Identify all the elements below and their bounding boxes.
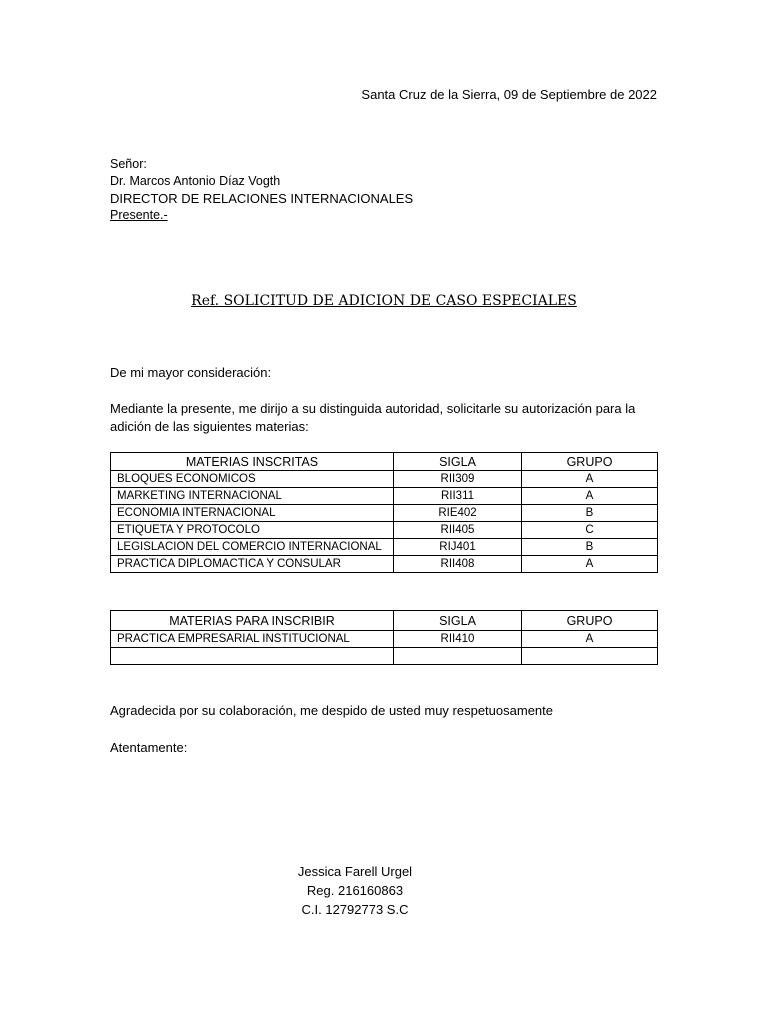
cell-grupo: B <box>522 505 658 522</box>
cell-sigla: RII410 <box>394 631 522 648</box>
signature-name: Jessica Farell Urgel <box>297 864 413 879</box>
recipient-title: DIRECTOR DE RELACIONES INTERNACIONALES <box>110 191 414 206</box>
cell-materia: PRACTICA DIPLOMACTICA Y CONSULAR <box>111 556 394 573</box>
cell-sigla: RII311 <box>394 488 522 505</box>
cell-materia: MARKETING INTERNACIONAL <box>111 488 394 505</box>
cell-grupo: A <box>522 488 658 505</box>
cell-grupo <box>522 648 658 665</box>
cell-sigla: RIE402 <box>394 505 522 522</box>
table-row <box>111 648 658 665</box>
date-line: Santa Cruz de la Sierra, 09 de Septiembre de 2022 <box>361 87 657 102</box>
cell-grupo: A <box>522 556 658 573</box>
cell-sigla <box>394 648 522 665</box>
cell-materia: BLOQUES ECONOMICOS <box>111 471 394 488</box>
cell-sigla: RII309 <box>394 471 522 488</box>
reference-text: Ref. SOLICITUD DE ADICION DE CASO ESPECIALES <box>191 293 577 309</box>
body-paragraph: Mediante la presente, me dirijo a su distinguida autoridad, solicitarle su autorización para la adición de las siguientes materias: <box>110 401 636 434</box>
header-materias: MATERIAS INSCRITAS <box>111 453 394 471</box>
table-materias-inscritas <box>110 452 658 573</box>
recipient-block <box>110 156 413 224</box>
signature-reg: Reg. 216160863 <box>306 883 404 898</box>
greeting: De mi mayor consideración: <box>110 365 272 380</box>
cell-materia: PRACTICA EMPRESARIAL INSTITUCIONAL <box>111 631 394 648</box>
cell-materia <box>111 648 394 665</box>
table-row <box>111 631 658 648</box>
sign-off: Atentamente: <box>110 740 188 755</box>
header-grupo: GRUPO <box>522 453 658 471</box>
cell-grupo: A <box>522 631 658 648</box>
cell-materia: LEGISLACION DEL COMERCIO INTERNACIONAL <box>111 539 394 556</box>
table-row <box>111 522 658 539</box>
table-header-row <box>111 453 658 471</box>
header-sigla: SIGLA <box>394 453 522 471</box>
cell-sigla: RIJ401 <box>394 539 522 556</box>
recipient-name: Dr. Marcos Antonio Díaz Vogth <box>110 174 281 188</box>
table-row <box>111 556 658 573</box>
cell-grupo: A <box>522 471 658 488</box>
header-grupo: GRUPO <box>522 611 658 631</box>
cell-sigla: RII408 <box>394 556 522 573</box>
table-row <box>111 488 658 505</box>
table-row <box>111 471 658 488</box>
cell-sigla: RII405 <box>394 522 522 539</box>
table-row <box>111 505 658 522</box>
signature-block <box>270 862 440 919</box>
reference-line <box>0 293 768 309</box>
table-row <box>111 539 658 556</box>
recipient-salutation: Señor: <box>110 157 147 171</box>
cell-grupo: B <box>522 539 658 556</box>
signature-ci: C.I. 12792773 S.C <box>301 902 409 917</box>
cell-materia: ECONOMIA INTERNACIONAL <box>111 505 394 522</box>
table-materias-para-inscribir <box>110 610 658 665</box>
recipient-presente: Presente.- <box>110 208 168 222</box>
closing-text: Agradecida por su colaboración, me despido de usted muy respetuosamente <box>110 703 553 718</box>
header-materias: MATERIAS PARA INSCRIBIR <box>111 611 394 631</box>
cell-materia: ETIQUETA Y PROTOCOLO <box>111 522 394 539</box>
table-header-row <box>111 611 658 631</box>
header-sigla: SIGLA <box>394 611 522 631</box>
cell-grupo: C <box>522 522 658 539</box>
